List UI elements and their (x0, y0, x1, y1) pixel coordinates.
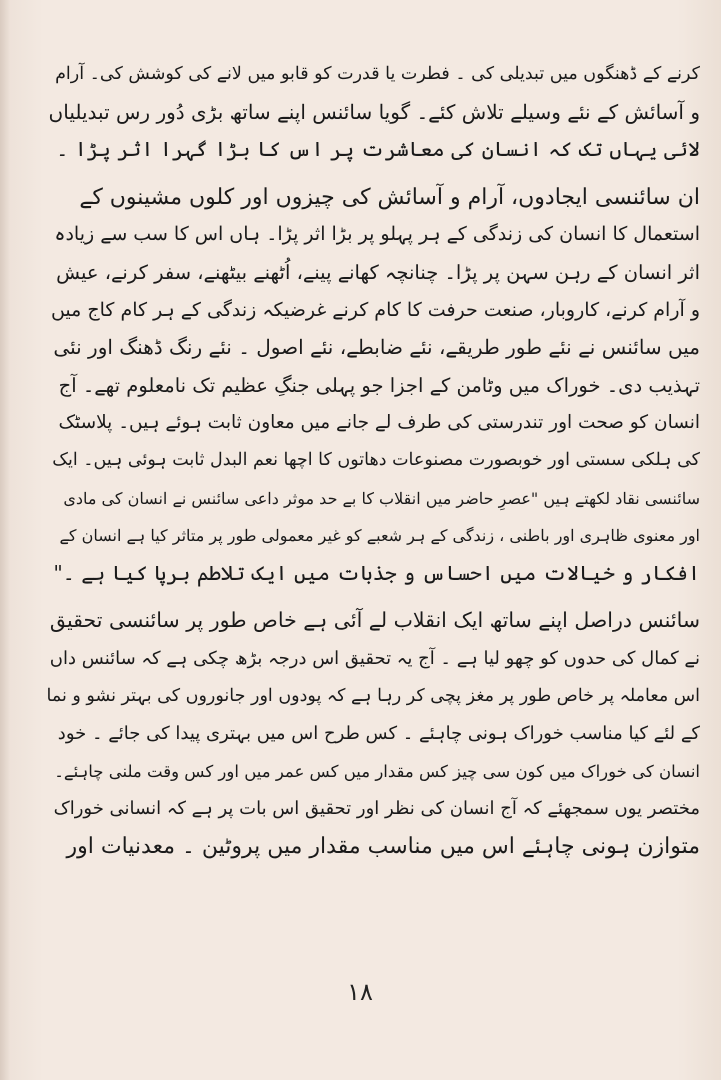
text-line: سائنسی نقاد لکھتے ہیں "عصرِ حاضر میں انقلاب کا بے حد موثر داعی سائنس نے انسان کی مادی (63, 488, 700, 508)
paragraph (44, 56, 700, 169)
text-line: ان سائنسی ایجادوں، آرام و آسائش کی چیزوں اور کلوں مشینوں کے (79, 184, 700, 210)
paragraph (44, 602, 700, 865)
text-line: اثر انسان کے رہن سہن پر پڑا۔ چنانچہ کھانے پینے، اُٹھنے بیٹھنے، سفر کرنے، عیش (56, 260, 700, 284)
text-line: لائی یہاں تک کہ انسان کی معاشرت پر اس کا بڑا گہرا اثر پڑا ۔ (56, 137, 700, 162)
text-line: سائنس دراصل اپنے ساتھ ایک انقلاب لے آئی ہے خاص طور پر سائنسی تحقیق (49, 608, 700, 633)
text-line: مختصر یوں سمجھئے کہ آج انسان کی نظر اور تحقیق اس بات پر ہے کہ انسانی خوراک (53, 798, 700, 820)
text-line: و آرام کرنے، کاروبار، صنعت حرفت کا کام کرنے غرضیکہ زندگی کے ہر کام کاج میں (50, 298, 700, 321)
text-line: و آسائش کے نئے وسیلے تلاش کئے۔ گویا سائنس اپنے ساتھ بڑی دُور رس تبدیلیاں (48, 99, 700, 124)
text-line: افکار و خیالات میں احساس و جذبات میں ایک تلاطم برپا کیا ہے ۔" (53, 560, 700, 585)
text-line: کے لئے کیا مناسب خوراک ہونی چاہئے ۔ کس طرح اس میں بہتری پیدا کی جائے ۔ خود (57, 723, 700, 745)
text-line: انسان کو صحت اور تندرستی کی طرف لے جانے میں معاون ثابت ہوئے ہیں۔ پلاسٹک (58, 412, 700, 434)
body-text (44, 56, 700, 865)
text-line: اور معنوی ظاہری اور باطنی ، زندگی کے ہر شعبے کو غیر معمولی طور پر متاثر کیا ہے انسان کے (59, 526, 700, 546)
page-spine-shadow (0, 0, 10, 1080)
text-line: انسان کی خوراک میں کون سی چیز کس مقدار میں کس عمر میں اور کس وقت ملنی چاہئے۔ (54, 761, 700, 781)
text-line: متوازن ہونی چاہئے اس میں مناسب مقدار میں پروٹین ۔ معدنیات اور (66, 833, 700, 859)
text-line: کی ہلکی سستی اور خوبصورت مصنوعات دھاتوں کا اچھا نعم البدل ثابت ہوئی ہیں۔ ایک (52, 449, 700, 470)
page-number: ۱۸ (347, 978, 373, 1006)
text-line: کرنے کے ڈھنگوں میں تبدیلی کی ۔ فطرت یا قدرت کو قابو میں لانے کی کوشش کی۔ آرام (55, 64, 700, 84)
paragraph (44, 179, 700, 593)
text-line: استعمال کا انسان کی زندگی کے ہر پہلو پر بڑا اثر پڑا۔ ہاں اس کا سب سے زیادہ (54, 223, 700, 246)
text-line: اس معاملہ پر خاص طور پر مغز پچی کر رہا ہے کہ پودوں اور جانوروں کی بہتر نشو و نما (46, 685, 700, 706)
text-line: میں سائنس نے نئے طور طریقے، نئے ضابطے، نئے اصول ۔ نئے رنگ ڈھنگ اور نئی (53, 335, 700, 360)
text-line: نے کمال کی حدوں کو چھو لیا ہے ۔ آج یہ تحقیق اس درجہ بڑھ چکی ہے کہ سائنس داں (49, 647, 700, 669)
text-line: تہذیب دی۔ خوراک میں وٹامن کے اجزا جو پہلی جنگِ عظیم تک نامعلوم تھے۔ آج (58, 373, 700, 397)
